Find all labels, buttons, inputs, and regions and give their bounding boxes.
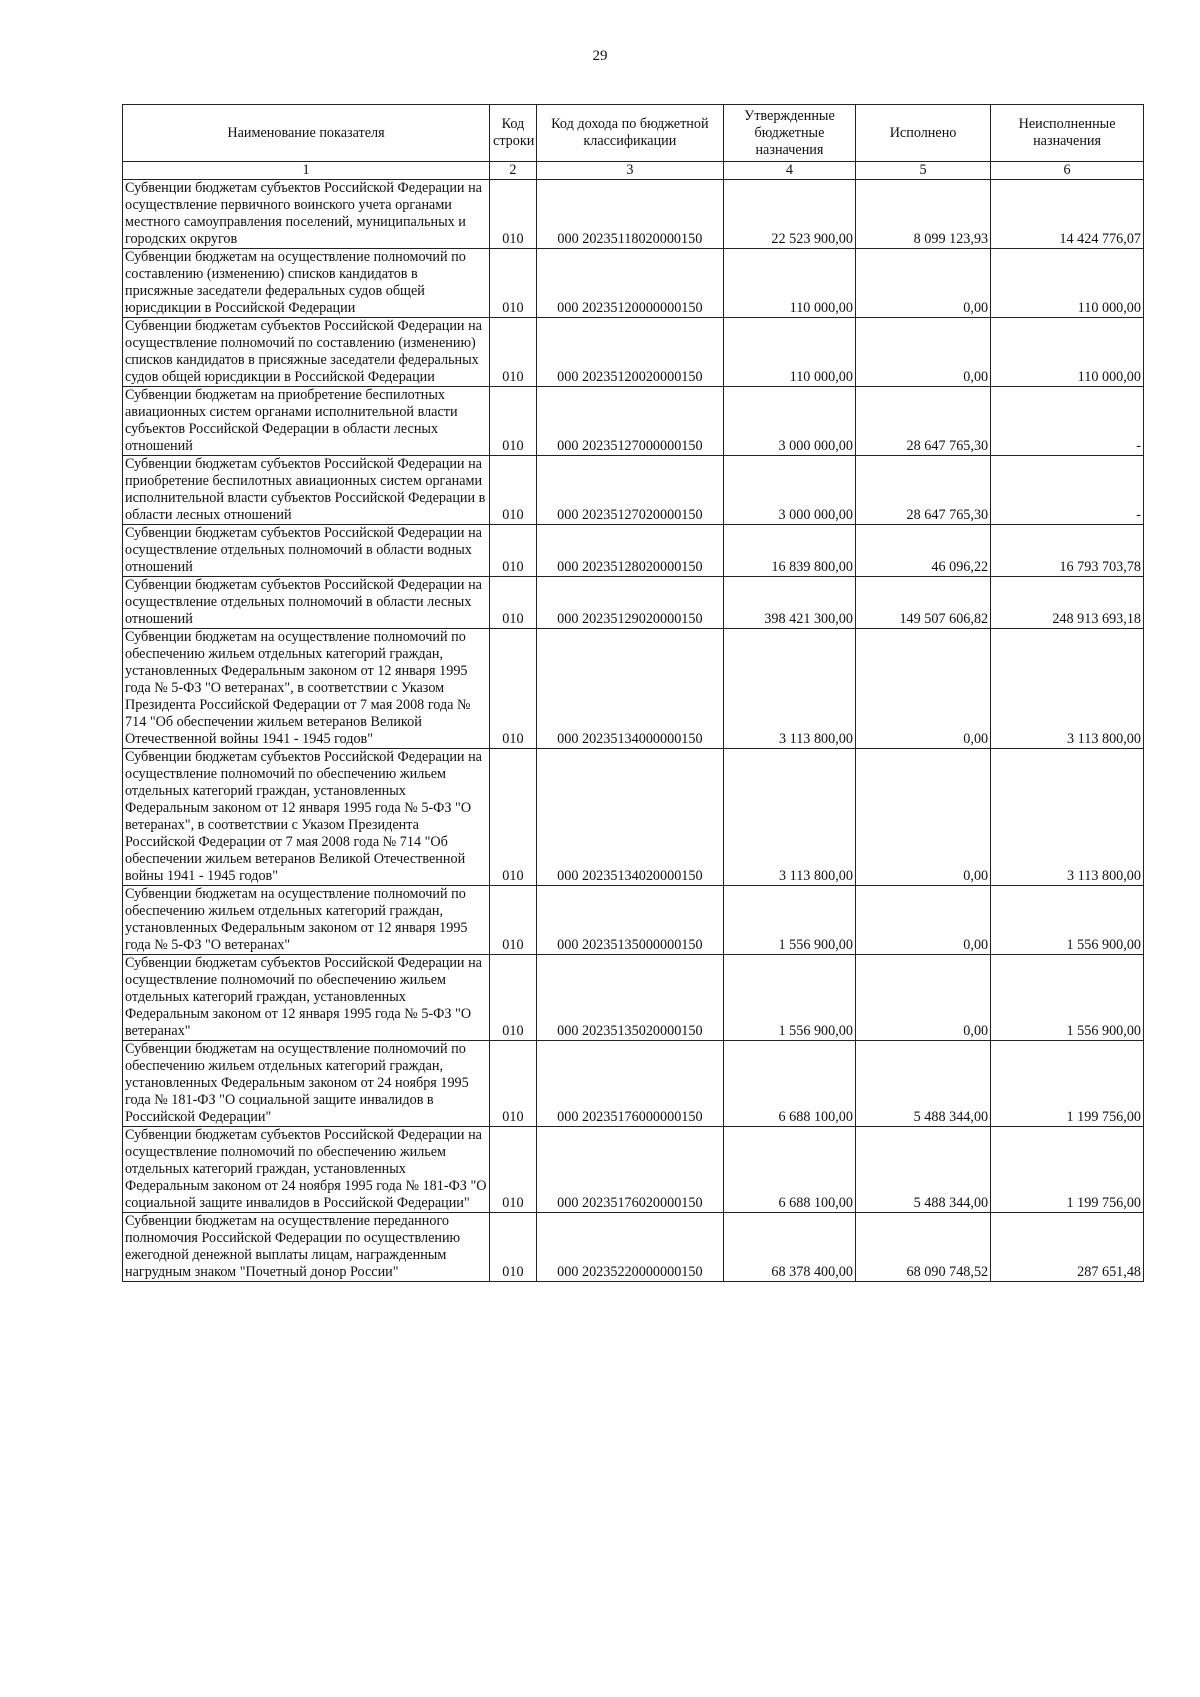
row-line-code-cell: 010 [490,387,537,456]
table-row [123,1213,1144,1282]
row-line-code-cell: 010 [490,1127,537,1213]
row-income-code-cell: 000 20235176020000150 [536,1127,723,1213]
row-name-cell: Субвенции бюджетам на осуществление переданного полномочия Российской Федерации по осуществлению ежегодной денежной выплаты лицам, награжденным нагрудным знаком "Почетный донор России" [123,1213,490,1282]
row-approved-cell: 3 113 800,00 [723,629,855,749]
row-approved-cell: 1 556 900,00 [723,886,855,955]
row-executed-cell: 0,00 [855,629,990,749]
row-unexecuted-cell: 110 000,00 [991,249,1144,318]
row-approved-cell: 3 000 000,00 [723,387,855,456]
row-line-code-cell: 010 [490,456,537,525]
header-name: Наименование показателя [123,105,490,162]
row-executed-cell: 0,00 [855,249,990,318]
row-executed-cell: 0,00 [855,749,990,886]
row-unexecuted-cell: 248 913 693,18 [991,577,1144,629]
row-approved-cell: 6 688 100,00 [723,1041,855,1127]
table-row [123,577,1144,629]
row-income-code-cell: 000 20235127000000150 [536,387,723,456]
row-executed-cell: 8 099 123,93 [855,180,990,249]
row-approved-cell: 16 839 800,00 [723,525,855,577]
column-number: 6 [991,162,1144,180]
row-income-code-cell: 000 20235134000000150 [536,629,723,749]
table-row [123,955,1144,1041]
row-approved-cell: 110 000,00 [723,318,855,387]
row-approved-cell: 3 113 800,00 [723,749,855,886]
row-unexecuted-cell: - [991,456,1144,525]
row-income-code-cell: 000 20235220000000150 [536,1213,723,1282]
column-number: 2 [490,162,537,180]
row-name-cell: Субвенции бюджетам на осуществление полномочий по обеспечению жильем отдельных категорий граждан, установленных Федеральным законом от 12 января 1995 года № 5-ФЗ "О ветеранах", в соответствии с Указом Президента Российской Федерации от 7 мая 2008 года № 714 "Об обеспечении жильем ветеранов Великой Отечественной войны 1941 - 1945 годов" [123,629,490,749]
row-line-code-cell: 010 [490,318,537,387]
row-unexecuted-cell: 3 113 800,00 [991,749,1144,886]
row-name-cell: Субвенции бюджетам на осуществление полномочий по обеспечению жильем отдельных категорий граждан, установленных Федеральным законом от 12 января 1995 года № 5-ФЗ "О ветеранах" [123,886,490,955]
row-unexecuted-cell: 1 199 756,00 [991,1127,1144,1213]
column-number: 4 [723,162,855,180]
row-executed-cell: 0,00 [855,886,990,955]
column-number: 5 [855,162,990,180]
table-row [123,886,1144,955]
column-numbers-row [123,162,1144,180]
table-row [123,1041,1144,1127]
table-row [123,629,1144,749]
row-name-cell: Субвенции бюджетам субъектов Российской Федерации на осуществление отдельных полномочий в области лесных отношений [123,577,490,629]
row-name-cell: Субвенции бюджетам субъектов Российской Федерации на осуществление полномочий по обеспечению жильем отдельных категорий граждан, установленных Федеральным законом от 12 января 1995 года № 5-ФЗ "О ветеранах" [123,955,490,1041]
row-income-code-cell: 000 20235129020000150 [536,577,723,629]
row-approved-cell: 6 688 100,00 [723,1127,855,1213]
row-income-code-cell: 000 20235135020000150 [536,955,723,1041]
row-income-code-cell: 000 20235118020000150 [536,180,723,249]
table-header-row [123,105,1144,162]
row-unexecuted-cell: 110 000,00 [991,318,1144,387]
row-line-code-cell: 010 [490,1041,537,1127]
row-approved-cell: 22 523 900,00 [723,180,855,249]
row-approved-cell: 68 378 400,00 [723,1213,855,1282]
header-executed: Исполнено [855,105,990,162]
row-unexecuted-cell: 1 556 900,00 [991,886,1144,955]
row-name-cell: Субвенции бюджетам на осуществление полномочий по составлению (изменению) списков кандидатов в присяжные заседатели федеральных судов общей юрисдикции в Российской Федерации [123,249,490,318]
row-executed-cell: 5 488 344,00 [855,1127,990,1213]
row-name-cell: Субвенции бюджетам субъектов Российской Федерации на осуществление полномочий по составлению (изменению) списков кандидатов в присяжные заседатели федеральных судов общей юрисдикции в Российской Федерации [123,318,490,387]
row-executed-cell: 0,00 [855,318,990,387]
row-unexecuted-cell: 1 199 756,00 [991,1041,1144,1127]
table-row [123,318,1144,387]
table-row [123,180,1144,249]
header-income-code: Код дохода по бюджетной классификации [536,105,723,162]
row-income-code-cell: 000 20235176000000150 [536,1041,723,1127]
row-name-cell: Субвенции бюджетам на осуществление полномочий по обеспечению жильем отдельных категорий граждан, установленных Федеральным законом от 24 ноября 1995 года № 181-ФЗ "О социальной защите инвалидов в Российской Федерации" [123,1041,490,1127]
column-number: 3 [536,162,723,180]
table-row [123,1127,1144,1213]
header-approved: Утвержденные бюджетные назначения [723,105,855,162]
row-line-code-cell: 010 [490,955,537,1041]
table-row [123,387,1144,456]
row-unexecuted-cell: 14 424 776,07 [991,180,1144,249]
table-row [123,249,1144,318]
table-row [123,749,1144,886]
row-name-cell: Субвенции бюджетам субъектов Российской Федерации на осуществление отдельных полномочий в области водных отношений [123,525,490,577]
row-name-cell: Субвенции бюджетам субъектов Российской Федерации на осуществление полномочий по обеспечению жильем отдельных категорий граждан, установленных Федеральным законом от 12 января 1995 года № 5-ФЗ "О ветеранах", в соответствии с Указом Президента Российской Федерации от 7 мая 2008 года № 714 "Об обеспечении жильем ветеранов Великой Отечественной войны 1941 - 1945 годов" [123,749,490,886]
row-executed-cell: 68 090 748,52 [855,1213,990,1282]
row-name-cell: Субвенции бюджетам субъектов Российской Федерации на приобретение беспилотных авиационных систем органами исполнительной власти субъектов Российской Федерации в области лесных отношений [123,456,490,525]
row-unexecuted-cell: 3 113 800,00 [991,629,1144,749]
row-approved-cell: 1 556 900,00 [723,955,855,1041]
row-line-code-cell: 010 [490,577,537,629]
row-line-code-cell: 010 [490,525,537,577]
row-approved-cell: 110 000,00 [723,249,855,318]
row-income-code-cell: 000 20235120000000150 [536,249,723,318]
row-line-code-cell: 010 [490,749,537,886]
row-income-code-cell: 000 20235120020000150 [536,318,723,387]
page-number: 29 [592,48,608,64]
row-line-code-cell: 010 [490,629,537,749]
row-approved-cell: 398 421 300,00 [723,577,855,629]
row-income-code-cell: 000 20235135000000150 [536,886,723,955]
row-executed-cell: 149 507 606,82 [855,577,990,629]
row-name-cell: Субвенции бюджетам субъектов Российской Федерации на осуществление полномочий по обеспечению жильем отдельных категорий граждан, установленных Федеральным законом от 24 ноября 1995 года № 181-ФЗ "О социальной защите инвалидов в Российской Федерации" [123,1127,490,1213]
row-line-code-cell: 010 [490,886,537,955]
row-executed-cell: 28 647 765,30 [855,387,990,456]
row-approved-cell: 3 000 000,00 [723,456,855,525]
row-name-cell: Субвенции бюджетам субъектов Российской Федерации на осуществление первичного воинского учета органами местного самоуправления поселений, муниципальных и городских округов [123,180,490,249]
row-income-code-cell: 000 20235127020000150 [536,456,723,525]
budget-execution-table [122,104,1144,1282]
table-row [123,525,1144,577]
row-executed-cell: 5 488 344,00 [855,1041,990,1127]
row-unexecuted-cell: - [991,387,1144,456]
row-income-code-cell: 000 20235134020000150 [536,749,723,886]
header-line-code: Код строки [490,105,537,162]
table-row [123,456,1144,525]
row-income-code-cell: 000 20235128020000150 [536,525,723,577]
row-executed-cell: 28 647 765,30 [855,456,990,525]
row-line-code-cell: 010 [490,1213,537,1282]
row-name-cell: Субвенции бюджетам на приобретение беспилотных авиационных систем органами исполнительной власти субъектов Российской Федерации в области лесных отношений [123,387,490,456]
row-line-code-cell: 010 [490,249,537,318]
column-number: 1 [123,162,490,180]
row-line-code-cell: 010 [490,180,537,249]
row-unexecuted-cell: 16 793 703,78 [991,525,1144,577]
row-unexecuted-cell: 1 556 900,00 [991,955,1144,1041]
row-unexecuted-cell: 287 651,48 [991,1213,1144,1282]
row-executed-cell: 0,00 [855,955,990,1041]
row-executed-cell: 46 096,22 [855,525,990,577]
header-unexecuted: Неисполненные назначения [991,105,1144,162]
